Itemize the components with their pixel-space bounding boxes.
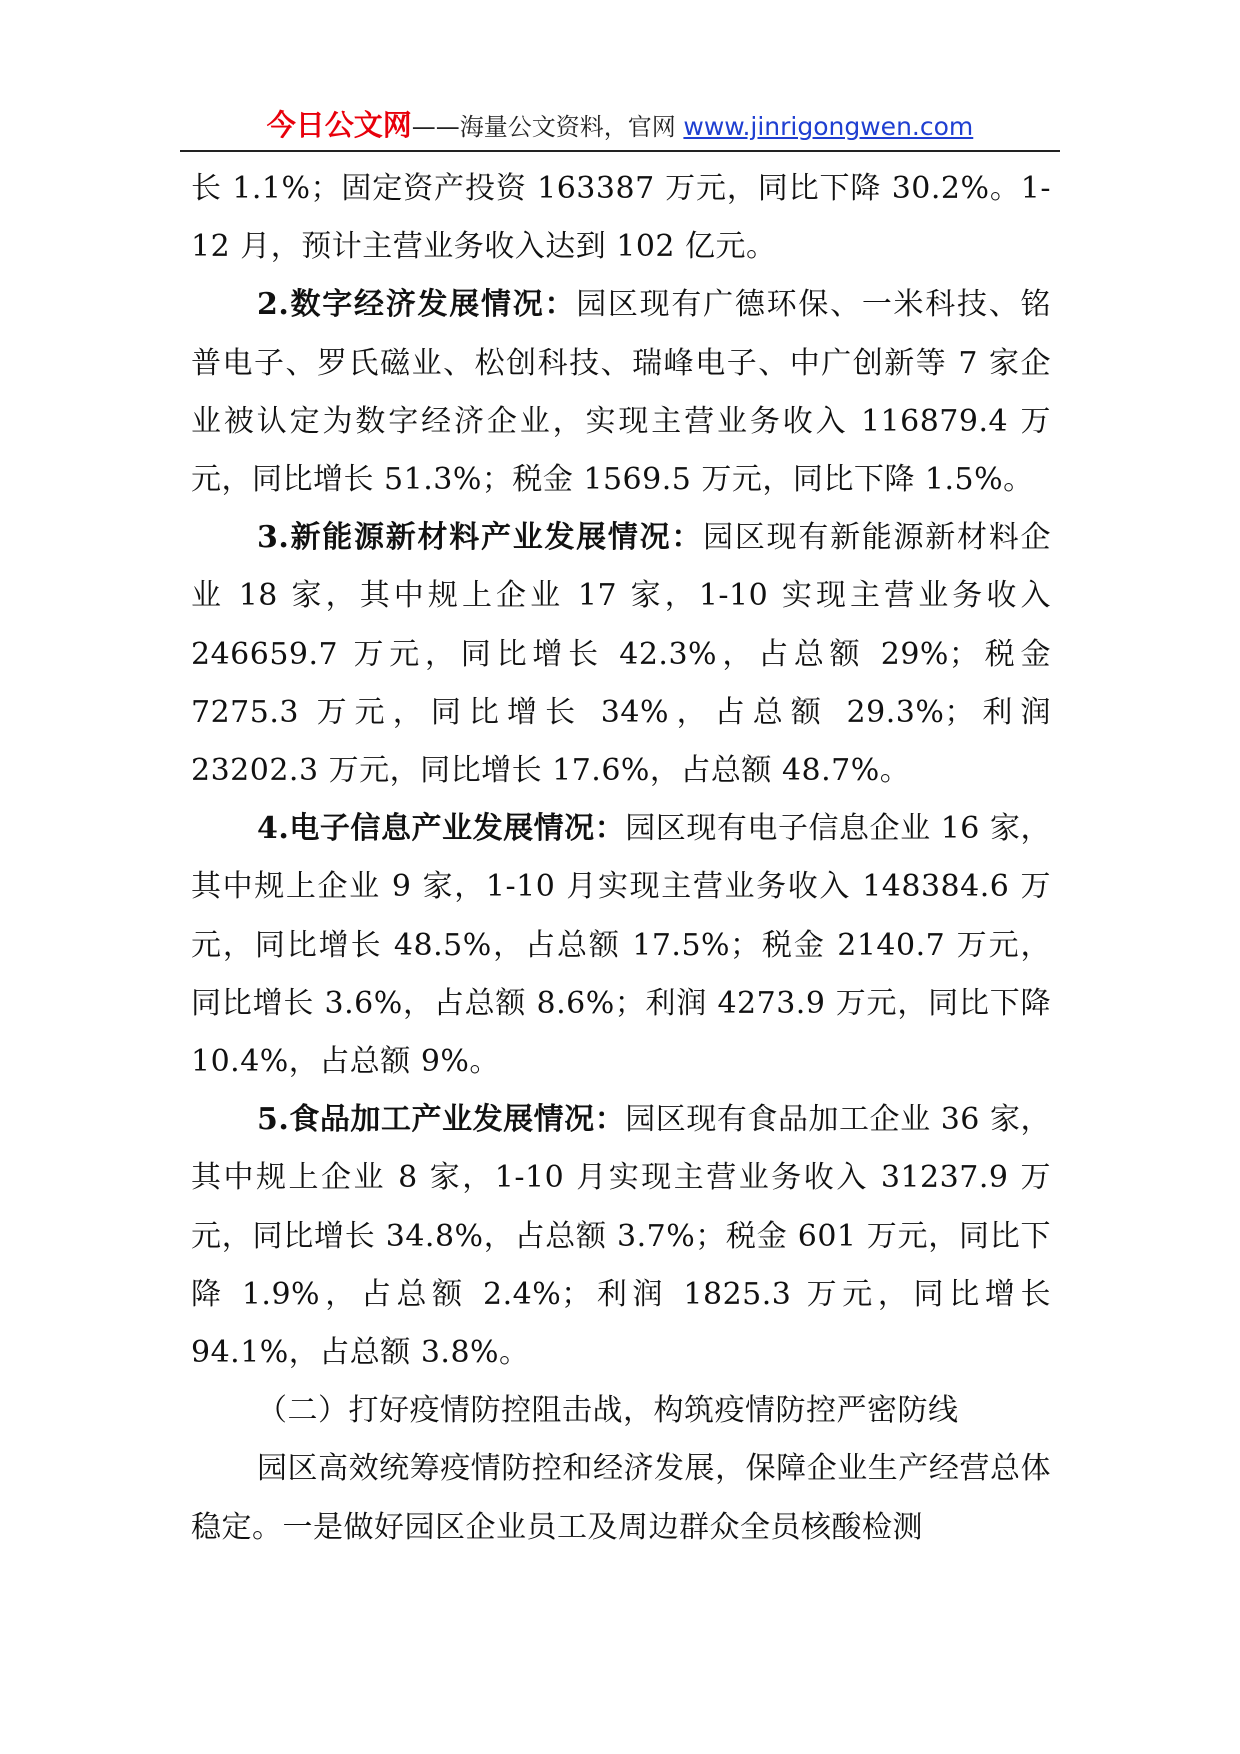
paragraph-digital-economy xyxy=(191,276,1051,509)
header-brand: 今日公文网 xyxy=(266,108,412,142)
paragraph-text: 园区现有新能源新材料企业 18 家，其中规上企业 17 家，1-10 实现主营业务收入 246659.7 万元，同比增长 42.3%，占总额 29%；税金 7275.3 万元，同比增长 34%，占总额 29.3%；利润 23202.3 万元，同比增长 17.6%，占总额 48.7%。 xyxy=(191,520,1052,789)
paragraph-continuation: 长 1.1%；固定资产投资 163387 万元，同比下降 30.2%。1-12 月，预计主营业务收入达到 102 亿元。 xyxy=(191,171,1051,265)
page-header xyxy=(180,108,1060,152)
paragraph-electronics xyxy=(191,800,1051,1091)
header-tagline: ——海量公文资料，官网 xyxy=(411,113,684,141)
section-heading: （二）打好疫情防控阻击战，构筑疫情防控严密防线 xyxy=(257,1393,959,1429)
paragraph-text: 园区现有食品加工企业 36 家，其中规上企业 8 家，1-10 月实现主营业务收入 31237.9 万元，同比增长 34.8%，占总额 3.7%；税金 601 万元，同比下降 1.9%，占总额 2.4%；利润 1825.3 万元，同比增长 94.1%，占总额 3.8%。 xyxy=(191,1102,1051,1371)
paragraph-food-processing xyxy=(191,1091,1051,1382)
paragraph-title: 5.食品加工产业发展情况： xyxy=(257,1102,626,1138)
paragraph-new-energy xyxy=(191,509,1051,800)
paragraph-title: 3.新能源新材料产业发展情况： xyxy=(257,520,704,556)
paragraph-text: 园区现有广德环保、一米科技、铭普电子、罗氏磁业、松创科技、瑞峰电子、中广创新等 7 家企业被认定为数字经济企业，实现主营业务收入 116879.4 万元，同比增长 51.3%；税金 1569.5 万元，同比下降 1.5%。 xyxy=(191,287,1051,498)
paragraph-title: 2.数字经济发展情况： xyxy=(257,287,577,323)
header-url-link[interactable]: www.jinrigongwen.com xyxy=(683,112,974,141)
paragraph-epidemic-control: 园区高效统筹疫情防控和经济发展，保障企业生产经营总体稳定。一是做好园区企业员工及周边群众全员核酸检测 xyxy=(191,1451,1051,1545)
paragraph-title: 4.电子信息产业发展情况： xyxy=(257,811,626,847)
document-body xyxy=(191,160,1051,1557)
paragraph-text: 园区现有电子信息企业 16 家，其中规上企业 9 家，1-10 月实现主营业务收入 148384.6 万元，同比增长 48.5%，占总额 17.5%；税金 2140.7 万元，同比增长 3.6%，占总额 8.6%；利润 4273.9 万元，同比下降 10.4%，占总额 9%。 xyxy=(191,811,1051,1080)
